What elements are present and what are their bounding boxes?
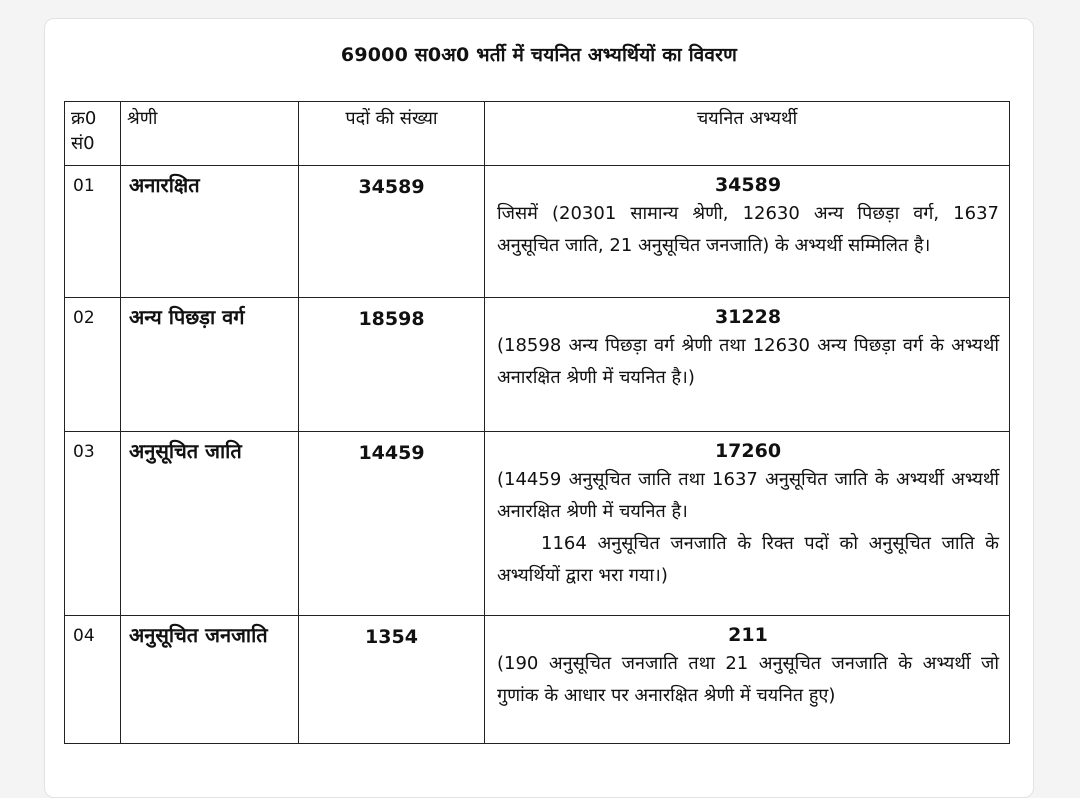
selected-note: जिसमें (20301 सामान्य श्रेणी, 12630 अन्य पिछड़ा वर्ग, 1637 अनुसूचित जाति, 21 अनुसूचित जनजाति) के अभ्यर्थी सम्मिलित है।: [497, 203, 999, 256]
category-cell: अन्य पिछड़ा वर्ग: [121, 298, 299, 432]
serial-number-cell: 03: [65, 432, 121, 616]
selected-candidates-cell: [485, 298, 1010, 432]
selected-note: (18598 अन्य पिछड़ा वर्ग श्रेणी तथा 12630 अन्य पिछड़ा वर्ग के अभ्यर्थी अनारक्षित श्रेणी में चयनित है।): [497, 335, 999, 388]
posts-count-cell: 14459: [299, 432, 485, 616]
selected-total: 31228: [714, 306, 782, 328]
table-header-row: [65, 102, 1010, 166]
table-row: [65, 432, 1010, 616]
selected-note-extra: 1164 अनुसूचित जनजाति के रिक्त पदों को अनुसूचित जाति के अभ्यर्थियों द्वारा भरा गया।): [497, 533, 999, 586]
selected-note: (14459 अनुसूचित जाति तथा 1637 अनुसूचित जाति के अभ्यर्थी अभ्यर्थी अनारक्षित श्रेणी में चयनित है।: [497, 469, 999, 522]
selected-candidates-cell: [485, 432, 1010, 616]
selected-candidates-cell: [485, 166, 1010, 298]
serial-number-cell: 01: [65, 166, 121, 298]
header-serial-number: [65, 102, 121, 166]
table-row: [65, 166, 1010, 298]
category-cell: अनुसूचित जाति: [121, 432, 299, 616]
header-selected-candidates: चयनित अभ्यर्थी: [485, 102, 1010, 166]
table-row: [65, 616, 1010, 744]
header-serial-line1: क्र0: [71, 108, 97, 129]
posts-count-cell: 1354: [299, 616, 485, 744]
serial-number-cell: 04: [65, 616, 121, 744]
selected-total: 211: [728, 624, 768, 646]
posts-count-cell: 18598: [299, 298, 485, 432]
selected-note: (190 अनुसूचित जनजाति तथा 21 अनुसूचित जनजाति के अभ्यर्थी जो गुणांक के आधार पर अनारक्षित श्रेणी में चयनित हुए): [497, 653, 999, 706]
document-card: [44, 18, 1034, 798]
selected-candidates-cell: [485, 616, 1010, 744]
posts-count-cell: 34589: [299, 166, 485, 298]
selection-details-table: [64, 101, 1010, 744]
serial-number-cell: 02: [65, 298, 121, 432]
category-cell: अनारक्षित: [121, 166, 299, 298]
document-title: 69000 स0अ0 भर्ती में चयनित अभ्यर्थियों का विवरण: [340, 44, 738, 66]
selected-total: 34589: [714, 174, 782, 196]
selected-total: 17260: [714, 440, 782, 462]
category-cell: अनुसूचित जनजाति: [121, 616, 299, 744]
table-row: [65, 298, 1010, 432]
header-posts: पदों की संख्या: [299, 102, 485, 166]
header-category: श्रेणी: [121, 102, 299, 166]
header-serial-line2: सं0: [71, 133, 95, 154]
